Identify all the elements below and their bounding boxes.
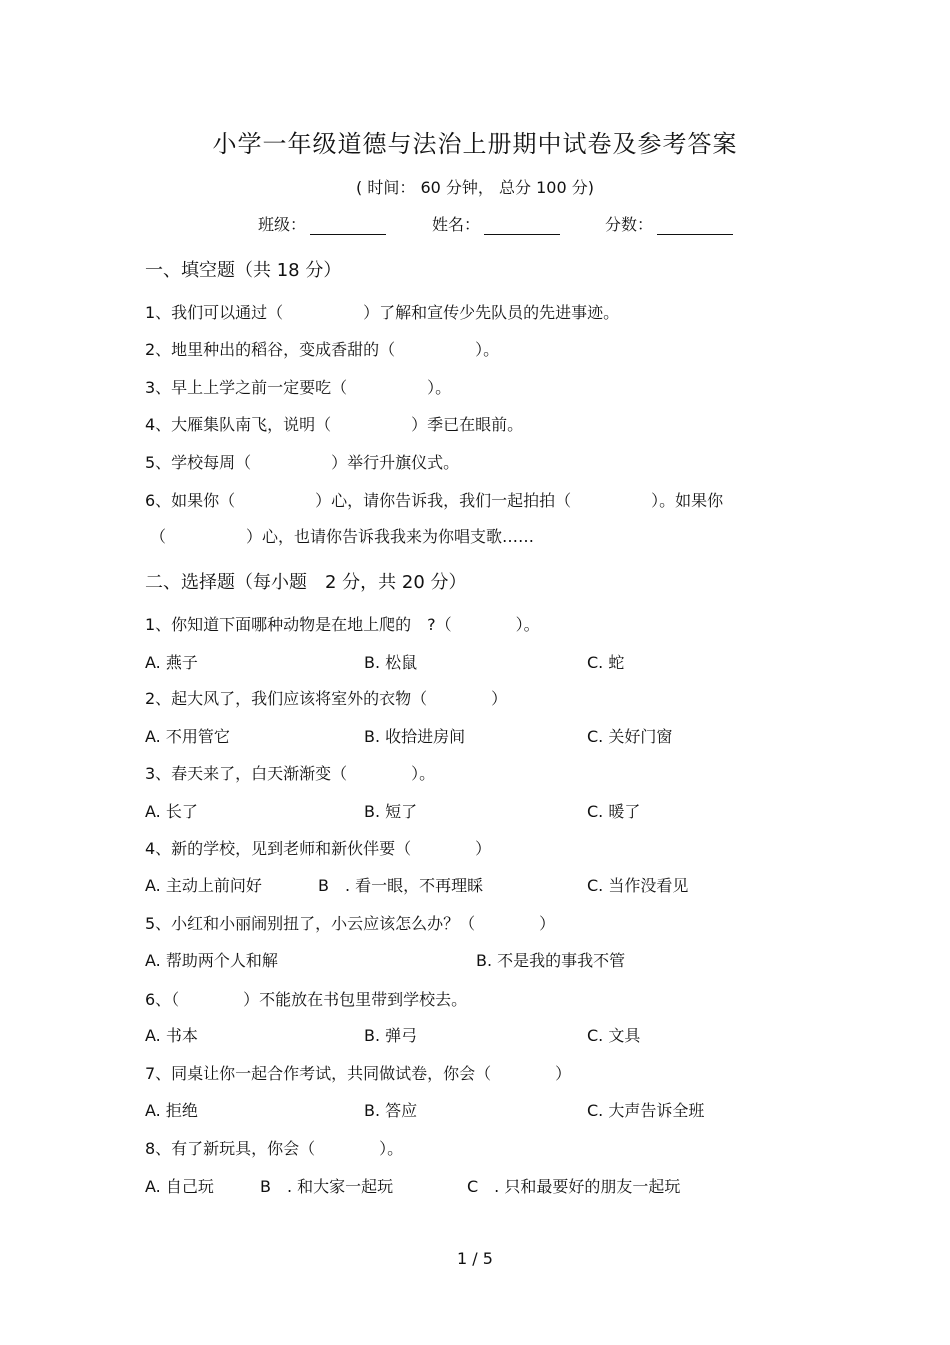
option-a: A. 主动上前问好 xyxy=(145,876,262,895)
fill-question: 4、大雁集队南飞，说明（ ）季已在眼前。 xyxy=(145,415,524,434)
fill-question: 2、地里种出的稻谷，变成香甜的（ ）。 xyxy=(145,340,500,359)
option-b: B. 收拾进房间 xyxy=(364,727,466,746)
option-c: C. 关好门窗 xyxy=(587,727,673,746)
name-field xyxy=(432,212,560,235)
option-c: C . 只和最要好的朋友一起玩 xyxy=(467,1177,681,1196)
option-a: A. 拒绝 xyxy=(145,1101,198,1120)
page-number: 1 / 5 xyxy=(457,1249,493,1268)
fill-question: 3、早上上学之前一定要吃（ ）。 xyxy=(145,378,452,397)
fill-question: 6、如果你（ ）心，请你告诉我，我们一起拍拍（ ）。如果你 xyxy=(145,491,724,510)
choice-question: 7、同桌让你一起合作考试，共同做试卷，你会（ ） xyxy=(145,1064,572,1083)
option-b: B . 看一眼，不再理睬 xyxy=(318,876,484,895)
choice-question: 2、起大风了，我们应该将室外的衣物（ ） xyxy=(145,689,508,708)
fill-question-continued: （ ）心，也请你告诉我我来为你唱支歌…… xyxy=(150,527,535,546)
section-heading-choice: 二、选择题（每小题 2 分，共 20 分） xyxy=(145,572,467,593)
choice-question: 6、（ ）不能放在书包里带到学校去。 xyxy=(145,990,468,1009)
option-b: B. 松鼠 xyxy=(364,653,418,672)
choice-question: 1、你知道下面哪种动物是在地上爬的 ?（ ）。 xyxy=(145,615,540,634)
name-label: 姓名： xyxy=(432,215,481,234)
exam-meta: ( 时间： 60 分钟， 总分 100 分) xyxy=(356,178,594,197)
option-b: B. 弹弓 xyxy=(364,1026,418,1045)
option-b: B. 答应 xyxy=(364,1101,418,1120)
option-b: B . 和大家一起玩 xyxy=(260,1177,394,1196)
choice-question: 3、春天来了，白天渐渐变（ ）。 xyxy=(145,764,436,783)
option-a: A. 长了 xyxy=(145,802,198,821)
class-blank xyxy=(310,216,386,235)
choice-question: 5、小红和小丽闹别扭了，小云应该怎么办？（ ） xyxy=(145,914,556,933)
score-label: 分数： xyxy=(605,215,654,234)
choice-question: 4、新的学校，见到老师和新伙伴要（ ） xyxy=(145,839,492,858)
option-c: C. 蛇 xyxy=(587,653,625,672)
option-b: B. 不是我的事我不管 xyxy=(476,951,626,970)
score-field xyxy=(605,212,733,235)
score-blank xyxy=(657,216,733,235)
fill-question: 5、学校每周（ ）举行升旗仪式。 xyxy=(145,453,460,472)
option-c: C. 大声告诉全班 xyxy=(587,1101,705,1120)
fill-question: 1、我们可以通过（ ）了解和宣传少先队员的先进事迹。 xyxy=(145,303,620,322)
class-field xyxy=(258,212,386,235)
option-b: B. 短了 xyxy=(364,802,418,821)
option-a: A. 书本 xyxy=(145,1026,198,1045)
option-a: A. 燕子 xyxy=(145,653,198,672)
section-heading-fill: 一、填空题（共 18 分） xyxy=(145,260,342,281)
option-c: C. 文具 xyxy=(587,1026,641,1045)
option-a: A. 自己玩 xyxy=(145,1177,214,1196)
option-c: C. 当作没看见 xyxy=(587,876,689,895)
option-a: A. 不用管它 xyxy=(145,727,230,746)
page-title: 小学一年级道德与法治上册期中试卷及参考答案 xyxy=(212,130,738,158)
choice-question: 8、有了新玩具，你会（ ）。 xyxy=(145,1139,404,1158)
option-c: C. 暖了 xyxy=(587,802,641,821)
option-a: A. 帮助两个人和解 xyxy=(145,951,278,970)
name-blank xyxy=(484,216,560,235)
class-label: 班级： xyxy=(258,215,307,234)
